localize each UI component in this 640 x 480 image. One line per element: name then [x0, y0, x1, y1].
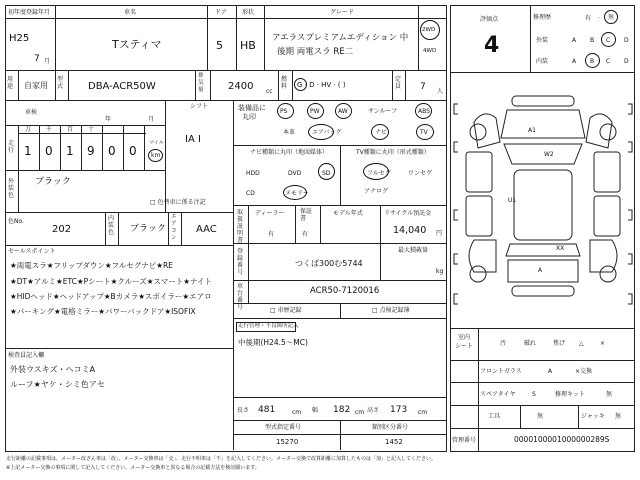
drive-2wd: 2WD [422, 27, 436, 33]
mileage-unit-km: km [151, 152, 161, 159]
nav-item: HDD [246, 170, 260, 177]
sales-point-label: セールスポイント [8, 248, 56, 255]
displacement-unit: cc [266, 88, 273, 95]
equipment-title-line2: 丸印 [242, 113, 256, 121]
score-value: 4 [484, 33, 500, 58]
damage-label: A1 [528, 127, 536, 134]
footer-note-1: 走行距離の記載事項は、メーター改ざん車は「改」、メーター交換車は「交」、走行不明車は「不」を記入してください。メーター交換で改算距離に加算したものは「加」と記入してください。 [6, 456, 437, 462]
max-load-unit: kg [436, 268, 444, 275]
interior-grade-label: 内装 [536, 58, 549, 65]
nav-item: メモリー [285, 190, 310, 197]
interior-seat-label-2: シート [455, 343, 474, 350]
equipment-item: ナビ [375, 129, 388, 136]
spare-option: 修理キット [555, 391, 585, 398]
jack-option: 無 [615, 413, 622, 420]
mileage-label: 走行 [8, 140, 15, 154]
mileage-unit: 千 [46, 126, 53, 133]
inspection-label: 車検 [25, 109, 38, 116]
recycle-value: 14,040 [393, 225, 427, 236]
jack-label: ジャッキ [581, 413, 605, 420]
warranty-label: 保証書 [300, 208, 313, 222]
model-label: 型式 [57, 76, 64, 90]
dealer-value: 有 [268, 231, 275, 238]
inspection-record-checkbox[interactable]: □ 点検記録簿 [372, 307, 410, 314]
chassis-label: 車台番号 [237, 283, 244, 311]
tv-item: ワンセグ [408, 170, 433, 177]
interior-seat-option: 破れ [524, 340, 537, 347]
grade-value-line1: アエラスプレミアムエディション 中 [272, 33, 409, 43]
interior-grade-letter: A [572, 58, 577, 65]
mileage-digit: 1 [24, 144, 32, 158]
ac-value: AAC [196, 224, 217, 235]
interior-color-value: ブラック [130, 224, 166, 234]
type-cert-label: 型式指定番号 [265, 424, 302, 431]
car-damage-diagram [452, 92, 634, 324]
nav-title: ナビ種類に丸印（地図媒体） [250, 149, 329, 156]
height-label: 高さ [367, 407, 380, 414]
model-value: DBA-ACR50W [88, 81, 156, 92]
management-label: 管理番号 [452, 437, 477, 444]
vehicle-history-checkbox[interactable]: □ 車歴記録 [270, 307, 302, 314]
repair-separator: · [598, 15, 600, 22]
shift-value: IA I [185, 134, 201, 145]
memo-label: 走行管理・不良箇所記入 [238, 323, 299, 329]
equipment-item: TV [420, 129, 428, 136]
inspector-line: 外装ウスキズ・ヘコミA [10, 365, 96, 374]
capacity-unit: 人 [437, 88, 444, 95]
inspection-year-unit: 年 [105, 116, 112, 123]
interior-seat-label-1: 室内 [458, 334, 471, 341]
car-name-label: 車名 [124, 9, 137, 16]
doors-label: ドア [215, 9, 227, 16]
grade-label: グレード [330, 9, 355, 16]
inspector-line: ルーフ★ヤケ・シミ色アセ [10, 380, 105, 389]
nav-item: CD [246, 190, 255, 197]
equipment-item: ABS [418, 108, 430, 115]
equipment-item: PS [280, 108, 288, 115]
tv-title: TV種類に丸印（形式種類） [356, 149, 430, 156]
tools-label: 工具 [488, 413, 501, 420]
damage-label: XX [556, 245, 565, 252]
interior-seat-option: △ [579, 340, 584, 347]
length-value: 481 [258, 405, 276, 415]
ac-label: エアコン [171, 214, 177, 241]
equipment-item: PW [310, 108, 320, 115]
use-value: 自家用 [24, 81, 48, 90]
mileage-unit: 万 [25, 126, 32, 133]
recycle-label: リサイクル預託金 [384, 210, 432, 217]
category-value: 1452 [385, 438, 403, 446]
width-unit: cm [355, 409, 365, 416]
windshield-option: ×交換 [575, 368, 593, 375]
exterior-value: ブラック [35, 177, 71, 187]
memo-value: 中後期(H24.5～MC) [238, 338, 308, 347]
displacement-value: 2400 [228, 81, 254, 92]
category-label: 類別区分番号 [372, 424, 409, 431]
height-value: 173 [390, 405, 408, 415]
damage-label: A [538, 267, 543, 274]
mileage-digit: 1 [66, 144, 74, 158]
color-no-label: 色No. [8, 218, 24, 225]
mileage-digit: 0 [108, 144, 116, 158]
exterior-grade-letter: C [606, 37, 611, 44]
first-reg-value: H25 [9, 33, 30, 44]
tv-item: アナログ [364, 188, 389, 195]
grade-value-line2: 後期 両電スラ RE二 [277, 47, 354, 57]
tv-item: フルセグ [367, 170, 391, 177]
spare-option: 無 [606, 391, 613, 398]
mileage-unit-other: マイル [149, 140, 164, 146]
damage-label: U1 [508, 197, 517, 204]
interior-seat-option: × [600, 340, 606, 347]
mileage-unit: 百 [67, 126, 74, 133]
height-unit: cm [418, 409, 428, 416]
equipment-item: エアバッグ [312, 129, 342, 136]
inspector-label: 検査員記入欄 [8, 352, 45, 359]
length-label: 長さ [237, 407, 250, 414]
capacity-value: 7 [420, 82, 426, 92]
color-no-value: 202 [52, 224, 72, 235]
nav-item: DVD [288, 170, 302, 177]
manual-label: 取扱説明書 [237, 209, 244, 244]
mileage-digit: 0 [129, 144, 137, 158]
shape-label: 形状 [242, 9, 255, 16]
spare-option: S [532, 391, 536, 398]
nav-item: SD [322, 170, 331, 177]
repair-option-yes: 有 [585, 15, 592, 22]
sales-point-line: ★HIDヘッド★ヘッドアップ★Bカメラ★スポイラー★エアロ [10, 292, 212, 301]
equipment-item: 本革 [283, 129, 296, 136]
equipment-item: AW [338, 108, 348, 115]
width-value: 182 [333, 405, 351, 415]
footer-note-2: ※上記メーター交換の事項に関して記入してください。メーター交換車と異なる場合の記載方法を検討願います。 [6, 465, 260, 471]
exterior-grade-letter: B [590, 37, 595, 44]
type-cert-value: 15270 [276, 438, 299, 446]
windshield-option: A [548, 368, 553, 375]
repair-label: 修理歴 [533, 14, 552, 21]
interior-grade-letter: D [624, 58, 629, 65]
exterior-grade-letter: A [572, 37, 577, 44]
fuel-options: G · D · HV · ( ) [297, 81, 346, 89]
length-unit: cm [292, 409, 302, 416]
width-label: 幅 [312, 407, 319, 414]
model-year-label: モデル年式 [333, 210, 363, 217]
chassis-value: ACR50-7120016 [310, 286, 380, 296]
tools-option: 無 [537, 413, 544, 420]
exterior-grade-letter: D [624, 37, 629, 44]
drive-4wd: 4WD [423, 48, 437, 54]
recycle-unit: 円 [436, 230, 443, 237]
equipment-title-line1: 装備品に [238, 104, 266, 112]
equipment-item: サンルーフ [368, 108, 398, 115]
exterior-note: □ 色替車に係る注記 [150, 199, 206, 206]
damage-label: W2 [544, 151, 554, 158]
doors-value: 5 [216, 39, 223, 52]
fuel-label: 燃料 [281, 76, 288, 90]
first-reg-month: 7 [34, 54, 40, 64]
sales-point-line: ★DT★アルミ★ETC★Pシート★クルーズ★スマート★ナイト [10, 277, 212, 286]
plate-label: 登録番号 [237, 248, 244, 276]
exterior-grade-label: 外装 [536, 37, 549, 44]
sales-point-line: ★両電スラ★フリップダウン★フルセグナビ★RE [10, 261, 173, 270]
interior-seat-option: 汚 [500, 340, 507, 347]
spare-label: スペアタイヤ [480, 391, 516, 398]
inspection-month-unit: 月 [148, 116, 155, 123]
dealer-label: ディーラー [255, 210, 285, 217]
car-name-value: Tスティマ [112, 38, 162, 51]
interior-seat-option: 焦げ [553, 340, 566, 347]
interior-color-label: 内装色 [108, 215, 115, 236]
max-load-label: 最大積載量 [398, 247, 429, 254]
shift-label: シフト [190, 103, 209, 110]
mileage-unit: 十 [88, 126, 95, 133]
mileage-digit: 9 [87, 144, 95, 158]
management-value: 0000100001000000289S [514, 435, 610, 444]
first-reg-month-unit: 月 [44, 58, 51, 65]
first-reg-label: 初年度登録年月 [8, 9, 51, 16]
score-label: 評価点 [480, 16, 499, 23]
windshield-label: フロントガラス [480, 368, 522, 375]
sales-point-line: ★パーキング★電格ミラー★パワーバックドア★ISOFIX [10, 307, 196, 316]
exterior-label: 外装色 [8, 178, 15, 199]
repair-option-no: 無 [608, 14, 615, 21]
use-label: 用途 [7, 76, 14, 90]
warranty-value: 有 [302, 231, 309, 238]
plate-value: つくば300む5744 [295, 259, 363, 268]
interior-grade-letter: C [606, 58, 611, 65]
displacement-label: 排気量 [198, 73, 204, 93]
mileage-digit: 0 [45, 144, 53, 158]
shape-value: HB [240, 39, 256, 52]
capacity-label: 定員 [395, 76, 402, 90]
interior-grade-letter: B [590, 58, 595, 65]
